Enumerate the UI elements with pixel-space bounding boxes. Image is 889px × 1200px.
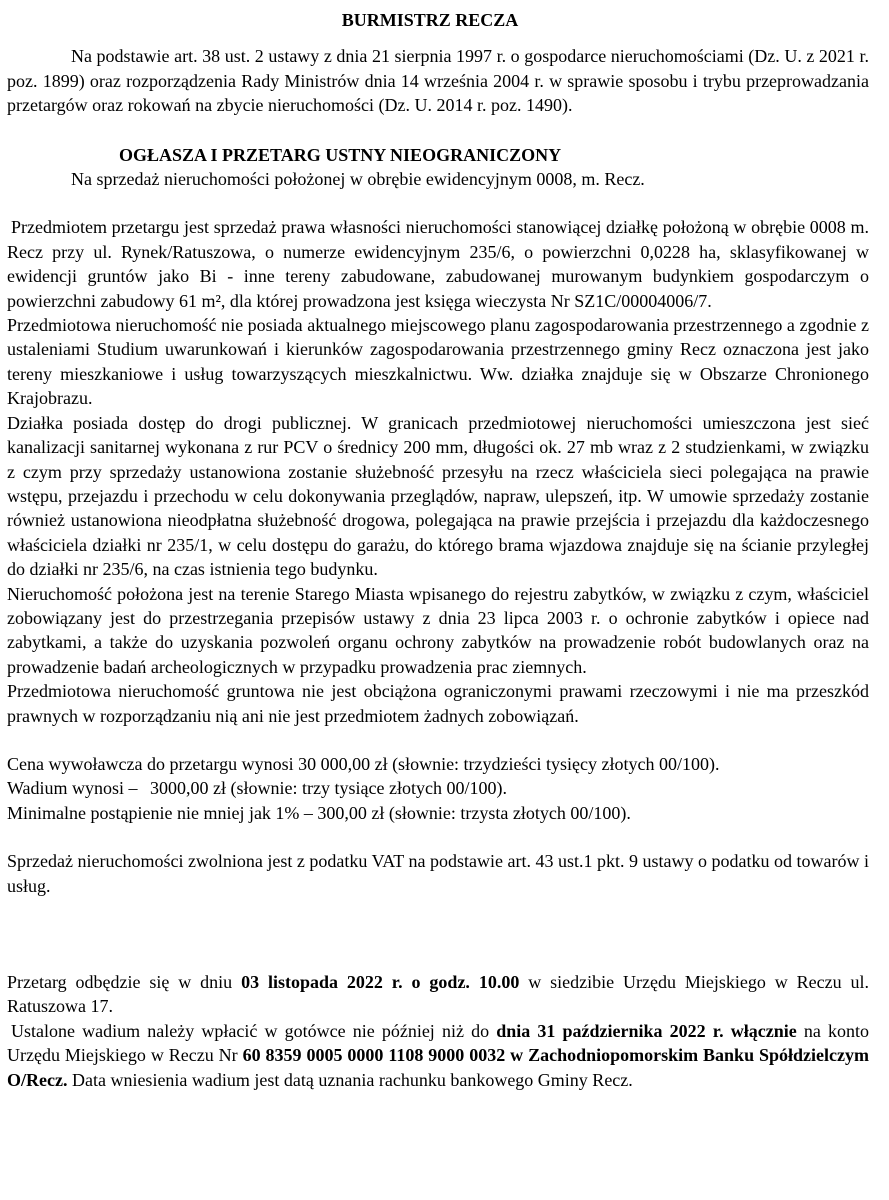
price-block xyxy=(7,752,869,825)
deposit-payment-paragraph xyxy=(7,1019,869,1092)
minimum-bid: Minimalne postąpienie nie mniej jak 1% – 300,00 zł (słownie: trzysta złotych 00/100). xyxy=(7,802,631,823)
encumbrance-paragraph: Przedmiotowa nieruchomość gruntowa nie jest obciążona ograniczonymi prawami rzeczowymi i nie ma przeszkód prawnych w rozporządzaniu nią ani nie jest przedmiotem żadnych zobowiązań. xyxy=(7,681,869,726)
deposit-label: Wadium wynosi – xyxy=(7,778,138,799)
document-title: BURMISTRZ RECZA xyxy=(341,10,519,30)
monument-register-paragraph: Nieruchomość położona jest na terenie Starego Miasta wpisanego do rejestru zabytków, w związku z czym, właściciel zobowiązany jest do przestrzegania przepisów ustawy z dnia 23 lipca 2003 r. o ochronie zabytków i opiece nad zabytkami, a także do uzyskania pozwoleń organu ochrony zabytków na prowadzenie robót budowlanych oraz na prowadzenie badań archeologicznych w przypadku prowadzenia prac ziemnych. xyxy=(7,583,869,677)
auction-location: w siedzibie Urzędu Miejskiego w Reczu ul. Ratuszowa 17. xyxy=(7,972,870,1017)
vat-paragraph: Sprzedaż nieruchomości zwolniona jest z podatku VAT na podstawie art. 43 ust.1 pkt. 9 ustawy o podatku od towarów i usług. xyxy=(7,851,869,896)
payment-post: Data wniesienia wadium jest datą uznania rachunku bankowego Gminy Recz. xyxy=(71,1069,633,1090)
auction-date: 03 listopada 2022 r. o godz. 10.00 xyxy=(241,972,520,992)
legal-basis-paragraph: Na podstawie art. 38 ust. 2 ustawy z dnia 21 sierpnia 1997 r. o gospodarce nieruchomościami (Dz. U. z 2021 r. poz. 1899) oraz rozporządzenia Rady Ministrów dnia 14 września 2004 r. w sprawie sposobu i trybu przeprowadzania przetargów oraz rokowań na zbycie nieruchomości (Dz. U. 2014 r. poz. 1490). xyxy=(7,46,869,116)
payment-deadline: dnia 31 października 2022 r. włącznie xyxy=(496,1020,797,1041)
announcement-subject: Na sprzedaż nieruchomości położonej w obrębie ewidencyjnym 0008, m. Recz. xyxy=(71,169,645,190)
announcement-heading: OGŁASZA I PRZETARG USTNY NIEOGRANICZONY xyxy=(119,144,562,165)
bank-account: 60 8359 0005 0000 1108 9000 0032 w Zachodniopomorskim Banku Spółdzielczym O/Recz. xyxy=(7,1045,869,1090)
document-page xyxy=(7,0,869,1092)
payment-pre: Ustalone wadium należy wpłacić w gotówce nie później niż do xyxy=(11,1020,490,1041)
access-easement-paragraph: Działka posiada dostęp do drogi publicznej. W granicach przedmiotowej nieruchomości umieszczona jest sieć kanalizacji sanitarnej wykonana z rur PCV o średnicy 200 mm, długości ok. 27 mb wraz z 2 studzienkami, w związku z czym przy sprzedaży ustanowiona zostanie służebność przesyłu na rzecz właściciela sieci polegająca na prawie wstępu, przejazdu i przechodu w celu dokonywania przeglądów, napraw, ulepszeń, itp. W umowie sprzedaży zostanie również ustanowiona nieodpłatna służebność drogowa, polegająca na prawie przejścia i przejazdu dla każdoczesnego właściciela działki nr 235/1, w celu dostępu do garażu, do którego brama wjazdowa znajduje się na ścianie przyległej do działki nr 235/6, na czas istnienia tego budynku. xyxy=(7,412,869,580)
deposit-amount xyxy=(7,776,869,800)
deposit-value: 3000,00 zł (słownie: trzy tysiące złotych 00/100). xyxy=(150,778,507,799)
payment-mid: na konto Urzędu Miejskiego w Reczu Nr xyxy=(7,1020,870,1066)
starting-price: Cena wywoławcza do przetargu wynosi 30 000,00 zł (słownie: trzydzieści tysięcy złotych 00/100). xyxy=(7,753,720,774)
auction-pre: Przetarg odbędzie się w dniu xyxy=(7,972,233,992)
property-description-paragraph: Przedmiotem przetargu jest sprzedaż prawa własności nieruchomości stanowiącej działkę położoną w obrębie 0008 m. Recz przy ul. Rynek/Ratuszowa, o numerze ewidencyjnym 235/6, o powierzchni 0,0228 ha, sklasyfikowanej w ewidencji gruntów jako Bi - inne tereny zabudowane, zabudowanej murowanym budynkiem gospodarczym o powierzchni zabudowy 61 m², dla której prowadzona jest księga wieczysta Nr SZ1C/00004006/7. xyxy=(7,217,869,311)
zoning-plan-paragraph: Przedmiotowa nieruchomość nie posiada aktualnego miejscowego planu zagospodarowania przestrzennego a zgodnie z ustaleniami Studium uwarunkowań i kierunków zagospodarowania przestrzennego gminy Recz oznaczona jest jako tereny mieszkaniowe i usług towarzyszących mieszkalnictwu. Ww. działka znajduje się w Obszarze Chronionego Krajobrazu. xyxy=(7,315,869,409)
auction-date-paragraph xyxy=(7,970,869,1019)
